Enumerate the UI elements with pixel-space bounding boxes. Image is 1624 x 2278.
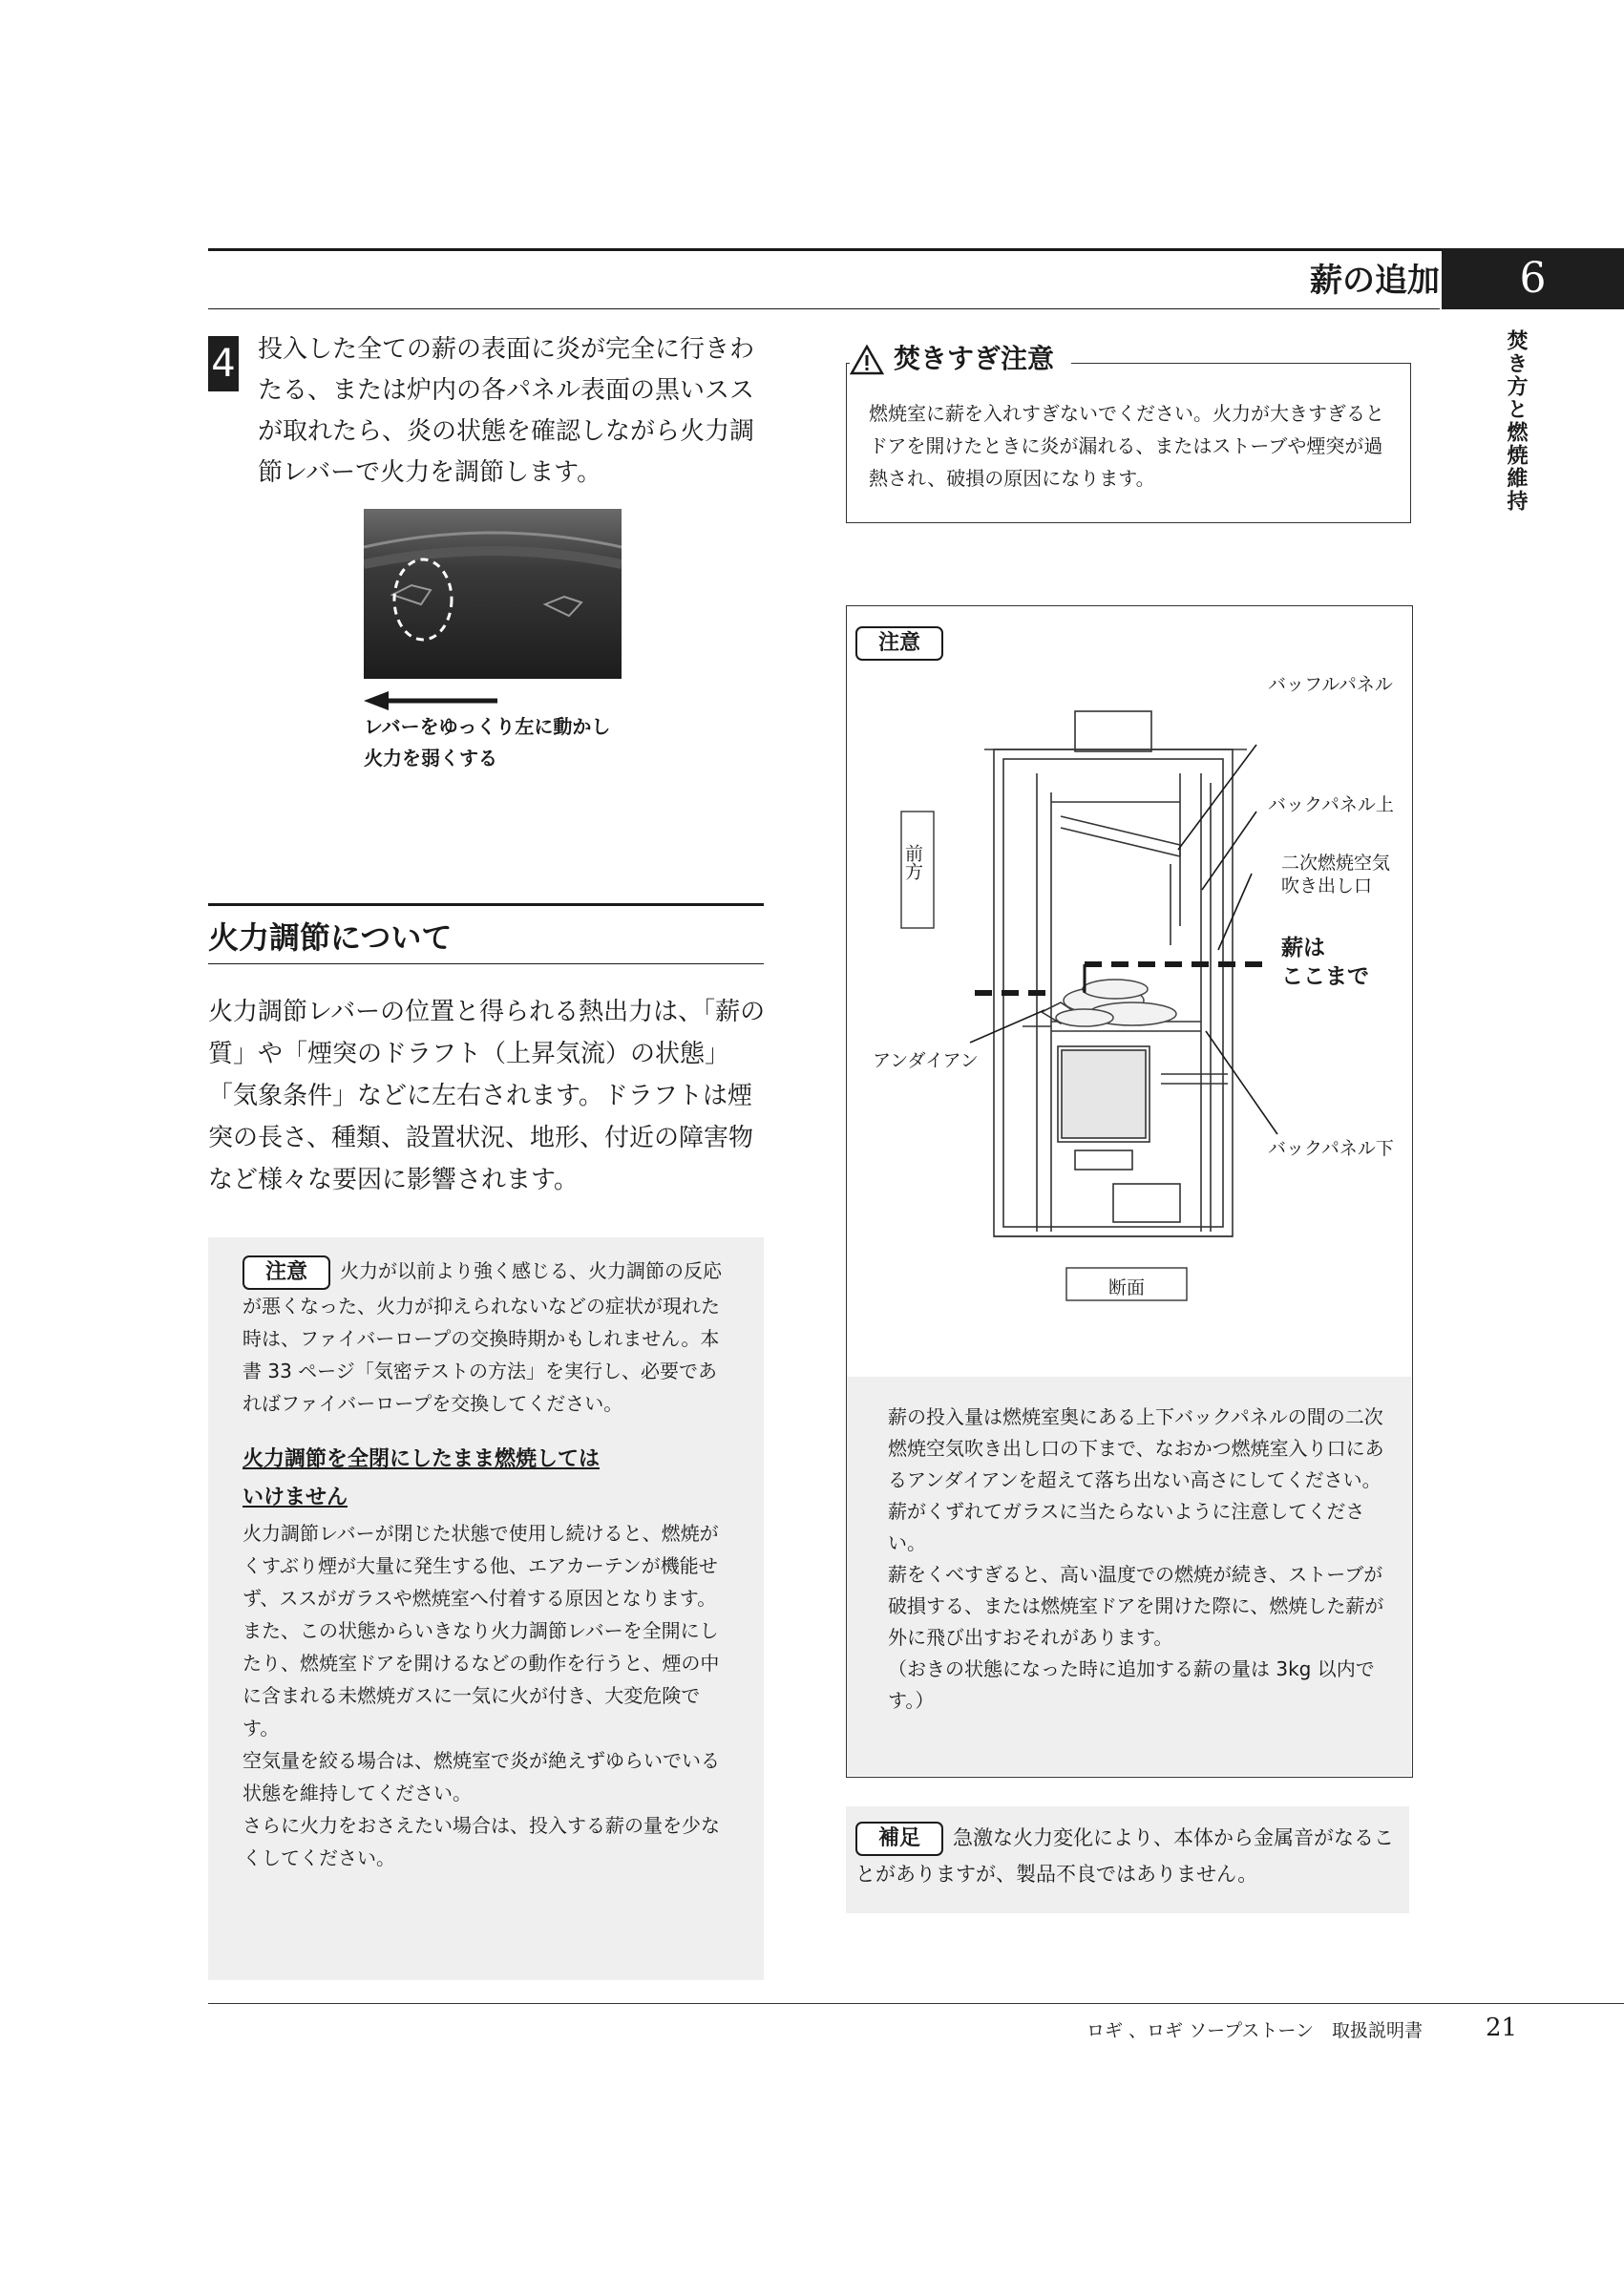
label-baffle-panel: バッフルパネル	[1268, 674, 1393, 695]
supplement-tag: 補足	[855, 1822, 943, 1856]
warning-text: 燃焼室に薪を入れすぎないでください。火力が大きすぎるとドアを開けたときに炎が漏れる、またはストーブや煙突が過熱され、破損の原因になります。	[869, 402, 1384, 490]
subheading-line1: 火力調節を全閉にしたまま燃焼しては	[243, 1446, 601, 1471]
header-underline	[208, 308, 1440, 309]
page-number: 21	[1486, 2014, 1518, 2042]
note-para4: さらに火力をおさえたい場合は、投入する薪の量を少なくしてください。	[243, 1813, 720, 1869]
photo-caption-line2: 火力を弱くする	[364, 747, 497, 770]
section-bottom-rule	[208, 963, 764, 964]
label-wood-limit	[1281, 934, 1369, 991]
diagram-caution-tag-wrap	[855, 626, 943, 661]
label-back-panel-lower: バックパネル下	[1268, 1138, 1394, 1159]
caution-note-text: 火力が以前より強く感じる、火力調節の反応が悪くなった、火力が抑えられないなどの症状が現れた時は、ファイバーロープの交換時期かもしれません。本書 33 ページ「気密テストの方法」を実行し、必要であればファイバーロープを交換してください。	[243, 1259, 723, 1415]
label-front: 前方	[902, 844, 923, 880]
label-secondary-air-line1: 二次燃焼空気	[1281, 853, 1391, 874]
header-rule	[208, 248, 1624, 251]
label-secondary-air	[1281, 852, 1390, 897]
supplement-content	[855, 1820, 1400, 1892]
caution-text-2: 薪がくずれてガラスに当たらないように注意してください。	[888, 1500, 1365, 1554]
section-title: 火力調節について	[208, 919, 453, 956]
supplement-text: 急激な火力変化により、本体から金属音がなることがありますが、製品不良ではありません。	[855, 1826, 1395, 1886]
lever-photo	[364, 509, 622, 679]
note-para1: 火力調節レバーが閉じた状態で使用し続けると、燃焼がくすぶり煙が大量に発生する他、エアカーテンが機能せず、ススがガラスや燃焼室へ付着する原因となります。	[243, 1521, 719, 1610]
left-arrow-icon	[364, 688, 622, 713]
photo-caption-line1: レバーをゆっくり左に動かし	[364, 715, 611, 738]
caution-text-1: 薪の投入量は燃焼室奥にある上下バックパネルの間の二次燃焼空気吹き出し口の下まで、なおかつ燃焼室入り口にあるアンダイアンを超えて落ち出ない高さにしてください。	[888, 1405, 1384, 1491]
note-para2: また、この状態からいきなり火力調節レバーを全開にしたり、燃焼室ドアを開けるなどの動作を行うと、煙の中に含まれる未燃焼ガスに一気に火が付き、大変危険です。	[243, 1618, 720, 1740]
label-andiron: アンダイアン	[873, 1050, 979, 1071]
label-section: 断面	[1107, 1277, 1145, 1298]
step-number: 4	[208, 336, 239, 391]
caution-text-3: 薪をくべすぎると、高い温度での燃焼が続き、ストーブが破損する、または燃焼室ドアを開けた際に、燃焼した薪が外に飛び出すおそれがあります。	[888, 1563, 1384, 1649]
step-text: 投入した全ての薪の表面に炎が完全に行きわたる、または炉内の各パネル表面の黒いススが取れたら、炎の状態を確認しながら火力調節レバーで火力を調節します。	[258, 335, 755, 487]
section-top-rule	[208, 903, 764, 906]
footer-manual-title: ロギ 、ロギ ソープストーン 取扱説明書	[1086, 2020, 1423, 2041]
warning-triangle-icon	[850, 345, 884, 375]
caution-tag: 注意	[243, 1255, 330, 1290]
label-secondary-air-line2: 吹き出し口	[1281, 875, 1373, 896]
subheading-line2: いけません	[243, 1485, 348, 1509]
page-title: 薪の追加	[1310, 262, 1440, 300]
caution-text	[888, 1402, 1389, 1717]
caution-note-content	[243, 1255, 733, 1874]
warning-heading	[850, 336, 1071, 382]
section-body: 火力調節レバーの位置と得られる熱出力は、「薪の質」や「煙突のドラフト（上昇気流）の状態」「気象条件」などに左右されます。ドラフトは煙突の長さ、種類、設置状況、地形、付近の障害物など様々な要因に影響されます。	[208, 998, 766, 1194]
label-wood-limit-line2: ここまで	[1281, 964, 1369, 989]
caution-text-4: （おきの状態になった時に追加する薪の量は 3kg 以内です。）	[888, 1657, 1375, 1712]
label-back-panel-upper: バックパネル上	[1268, 794, 1394, 815]
caution-note-intro	[243, 1255, 733, 1420]
chapter-side-label: 焚き方と燃焼維持	[1504, 329, 1529, 513]
label-wood-limit-line1: 薪は	[1281, 936, 1325, 960]
warning-title: 焚きすぎ注意	[894, 343, 1055, 374]
note-para3: 空気量を絞る場合は、燃焼室で炎が絶えずゆらいでいる状態を維持してください。	[243, 1748, 720, 1804]
photo-caption	[364, 711, 650, 774]
diagram-caution-tag: 注意	[855, 626, 943, 661]
chapter-number-badge: 6	[1442, 248, 1624, 309]
footer-rule	[208, 2003, 1624, 2004]
